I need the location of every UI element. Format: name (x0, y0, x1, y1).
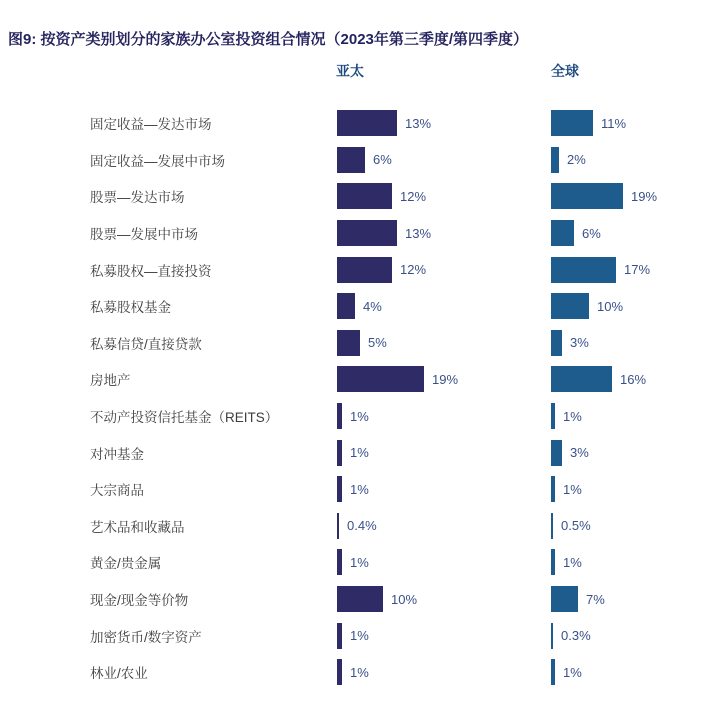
category-label: 私募股权基金 (90, 300, 171, 316)
global-value-label: 7% (586, 591, 605, 607)
category-label: 股票—发达市场 (90, 190, 185, 206)
asia-pacific-bar-group (337, 257, 426, 283)
asia-pacific-value-label: 12% (400, 188, 427, 204)
global-bar-group (551, 183, 657, 209)
global-bar (551, 257, 616, 283)
global-bar-group (551, 110, 626, 136)
asia-pacific-bar (337, 293, 355, 319)
asia-pacific-bar (337, 110, 397, 136)
chart-row (0, 105, 710, 142)
asia-pacific-value-label: 10% (391, 591, 418, 607)
global-bar (551, 440, 562, 466)
asia-pacific-bar-group (337, 623, 369, 649)
chart-rows (0, 105, 710, 691)
global-bar-group (551, 366, 646, 392)
global-bar (551, 293, 589, 319)
asia-pacific-bar-group (337, 659, 369, 685)
global-bar (551, 476, 555, 502)
asia-pacific-bar-group (337, 366, 458, 392)
global-bar-group (551, 659, 582, 685)
asia-pacific-value-label: 1% (350, 664, 369, 680)
chart-row (0, 544, 710, 581)
asia-pacific-bar (337, 403, 342, 429)
global-bar-group (551, 440, 589, 466)
global-bar (551, 549, 555, 575)
asia-pacific-bar (337, 366, 424, 392)
chart-row (0, 617, 710, 654)
chart-row (0, 361, 710, 398)
chart-row (0, 251, 710, 288)
asia-pacific-bar (337, 147, 365, 173)
global-bar (551, 403, 555, 429)
asia-pacific-value-label: 1% (350, 445, 369, 461)
chart-row (0, 215, 710, 252)
chart-row (0, 508, 710, 545)
asia-pacific-bar (337, 257, 392, 283)
global-bar (551, 330, 562, 356)
global-bar (551, 586, 578, 612)
asia-pacific-value-label: 12% (400, 262, 427, 278)
global-bar-group (551, 623, 591, 649)
asia-pacific-bar-group (337, 549, 369, 575)
asia-pacific-value-label: 4% (363, 298, 382, 314)
global-value-label: 1% (563, 664, 582, 680)
global-value-label: 0.5% (561, 518, 591, 534)
global-value-label: 1% (563, 554, 582, 570)
category-label: 对冲基金 (90, 446, 144, 462)
asia-pacific-bar-group (337, 513, 377, 539)
global-bar (551, 220, 574, 246)
asia-pacific-bar (337, 659, 342, 685)
asia-pacific-bar-group (337, 147, 392, 173)
global-bar-group (551, 586, 605, 612)
category-label: 房地产 (90, 373, 131, 389)
global-value-label: 6% (582, 225, 601, 241)
asia-pacific-bar-group (337, 220, 431, 246)
global-bar (551, 513, 553, 539)
global-bar (551, 110, 593, 136)
category-label: 私募信贷/直接贷款 (90, 336, 202, 352)
category-label: 大宗商品 (90, 483, 144, 499)
asia-pacific-bar (337, 476, 342, 502)
global-value-label: 3% (570, 335, 589, 351)
category-label: 固定收益—发达市场 (90, 117, 212, 133)
asia-pacific-bar-group (337, 440, 369, 466)
asia-pacific-bar-group (337, 293, 382, 319)
global-bar (551, 623, 553, 649)
global-value-label: 3% (570, 445, 589, 461)
global-value-label: 1% (563, 408, 582, 424)
category-label: 艺术品和收藏品 (90, 519, 185, 535)
category-label: 固定收益—发展中市场 (90, 153, 225, 169)
asia-pacific-value-label: 6% (373, 152, 392, 168)
asia-pacific-value-label: 13% (405, 115, 432, 131)
global-bar-group (551, 403, 582, 429)
asia-pacific-value-label: 0.4% (347, 518, 377, 534)
chart-row (0, 142, 710, 179)
asia-pacific-bar-group (337, 110, 431, 136)
chart-row (0, 398, 710, 435)
global-bar (551, 147, 559, 173)
category-label: 林业/农业 (90, 666, 148, 682)
global-bar (551, 659, 555, 685)
global-value-label: 11% (601, 115, 627, 131)
chart-title: 图9: 按资产类别划分的家族办公室投资组合情况（2023年第三季度/第四季度） (8, 31, 529, 48)
global-bar-group (551, 330, 589, 356)
asia-pacific-value-label: 1% (350, 554, 369, 570)
asia-pacific-value-label: 1% (350, 628, 369, 644)
asia-pacific-value-label: 1% (350, 481, 369, 497)
global-bar-group (551, 293, 623, 319)
asia-pacific-bar-group (337, 330, 387, 356)
chart-row (0, 325, 710, 362)
global-bar-group (551, 513, 591, 539)
asia-pacific-bar (337, 220, 397, 246)
global-value-label: 19% (631, 188, 658, 204)
asia-pacific-bar (337, 183, 392, 209)
asia-pacific-value-label: 5% (368, 335, 387, 351)
category-label: 加密货币/数字资产 (90, 629, 202, 645)
asia-pacific-value-label: 13% (405, 225, 432, 241)
global-bar-group (551, 257, 650, 283)
global-value-label: 1% (563, 481, 582, 497)
chart-row (0, 288, 710, 325)
asia-pacific-bar (337, 440, 342, 466)
chart-row (0, 471, 710, 508)
category-label: 不动产投资信托基金（REITS） (90, 410, 279, 426)
asia-pacific-bar (337, 586, 383, 612)
asia-pacific-bar-group (337, 183, 426, 209)
global-bar-group (551, 549, 582, 575)
global-bar-group (551, 220, 601, 246)
global-value-label: 16% (620, 371, 647, 387)
category-label: 现金/现金等价物 (90, 593, 189, 609)
category-label: 黄金/贵金属 (90, 556, 162, 572)
global-value-label: 10% (597, 298, 624, 314)
global-bar-group (551, 476, 582, 502)
asia-pacific-bar (337, 549, 342, 575)
column-header-asia-pacific: 亚太 (336, 63, 364, 79)
global-bar (551, 183, 623, 209)
chart-row (0, 178, 710, 215)
asia-pacific-bar-group (337, 403, 369, 429)
global-value-label: 17% (624, 262, 651, 278)
asia-pacific-bar (337, 623, 342, 649)
asia-pacific-value-label: 1% (350, 408, 369, 424)
global-bar (551, 366, 612, 392)
global-bar-group (551, 147, 586, 173)
asia-pacific-bar-group (337, 476, 369, 502)
asia-pacific-bar-group (337, 586, 417, 612)
column-header-global: 全球 (551, 63, 579, 79)
global-value-label: 0.3% (561, 628, 591, 644)
category-label: 股票—发展中市场 (90, 227, 198, 243)
chart-row (0, 654, 710, 691)
global-value-label: 2% (567, 152, 586, 168)
asia-pacific-value-label: 19% (432, 371, 459, 387)
asia-pacific-bar (337, 513, 339, 539)
chart-row (0, 434, 710, 471)
chart-row (0, 581, 710, 618)
category-label: 私募股权—直接投资 (90, 263, 212, 279)
asia-pacific-bar (337, 330, 360, 356)
